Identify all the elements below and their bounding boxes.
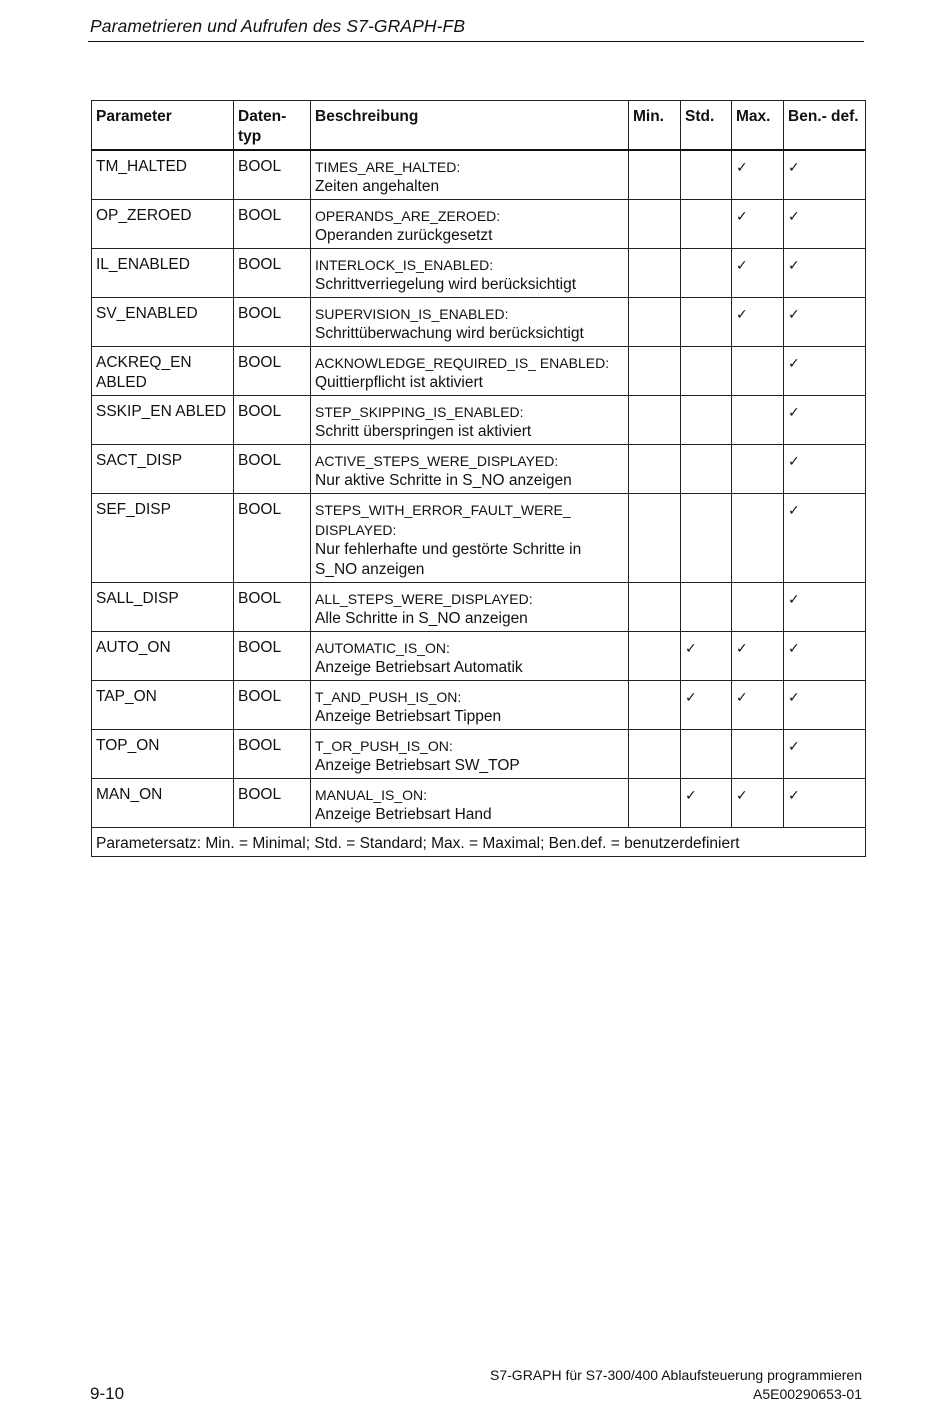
cell-std: [681, 150, 732, 200]
description-identifier: ALL_STEPS_WERE_DISPLAYED:: [315, 591, 533, 607]
cell-datatype: BOOL: [234, 150, 311, 200]
description-identifier: T_OR_PUSH_IS_ON:: [315, 738, 453, 754]
cell-max: [732, 583, 784, 632]
cell-datatype: BOOL: [234, 583, 311, 632]
cell-parameter: SACT_DISP: [92, 445, 234, 494]
table-row: [92, 150, 866, 200]
check-icon: ✓: [788, 159, 800, 175]
cell-min: [629, 632, 681, 681]
cell-max: [732, 298, 784, 347]
cell-parameter: IL_ENABLED: [92, 249, 234, 298]
col-header-datatype-line1: Daten-: [238, 108, 287, 125]
cell-description: [311, 249, 629, 298]
cell-std: [681, 583, 732, 632]
running-header-title: Parametrieren und Aufrufen des S7-GRAPH-FB: [90, 16, 466, 36]
col-header-min: Min.: [629, 101, 681, 151]
cell-bendef: [784, 681, 866, 730]
table-body: [92, 150, 866, 828]
cell-datatype: BOOL: [234, 779, 311, 828]
cell-description: [311, 445, 629, 494]
check-icon: ✓: [788, 640, 800, 656]
cell-min: [629, 249, 681, 298]
check-icon: ✓: [736, 640, 748, 656]
cell-description: [311, 347, 629, 396]
description-identifier: T_AND_PUSH_IS_ON:: [315, 689, 462, 705]
cell-std: [681, 200, 732, 249]
cell-max: [732, 249, 784, 298]
cell-description: [311, 494, 629, 583]
cell-std: [681, 681, 732, 730]
col-header-max: Max.: [732, 101, 784, 151]
cell-bendef: [784, 298, 866, 347]
cell-datatype: BOOL: [234, 445, 311, 494]
cell-min: [629, 681, 681, 730]
description-identifier: STEP_SKIPPING_IS_ENABLED:: [315, 404, 524, 420]
cell-parameter: SALL_DISP: [92, 583, 234, 632]
description-identifier: OPERANDS_ARE_ZEROED:: [315, 208, 501, 224]
cell-parameter: TM_HALTED: [92, 150, 234, 200]
cell-max: [732, 681, 784, 730]
check-icon: ✓: [736, 257, 748, 273]
cell-bendef: [784, 150, 866, 200]
cell-max: [732, 779, 784, 828]
cell-bendef: [784, 200, 866, 249]
cell-std: [681, 730, 732, 779]
cell-std: [681, 445, 732, 494]
cell-min: [629, 150, 681, 200]
description-text: Quittierpflicht ist aktiviert: [315, 374, 483, 391]
description-text: Anzeige Betriebsart SW_TOP: [315, 757, 520, 774]
cell-description: [311, 396, 629, 445]
cell-datatype: BOOL: [234, 632, 311, 681]
cell-max: [732, 396, 784, 445]
cell-std: [681, 347, 732, 396]
table-row: [92, 347, 866, 396]
description-text: Schritt überspringen ist aktiviert: [315, 423, 532, 440]
cell-max: [732, 445, 784, 494]
cell-max: [732, 200, 784, 249]
col-header-datatype-line2: typ: [238, 128, 262, 145]
cell-std: [681, 494, 732, 583]
description-text: Nur aktive Schritte in S_NO anzeigen: [315, 472, 572, 489]
footer-info: [490, 1366, 862, 1404]
cell-bendef: [784, 583, 866, 632]
table-row: [92, 494, 866, 583]
cell-description: [311, 681, 629, 730]
check-icon: ✓: [685, 689, 697, 705]
check-icon: ✓: [788, 502, 800, 518]
cell-max: [732, 347, 784, 396]
header-rule: [88, 41, 864, 42]
check-icon: ✓: [788, 689, 800, 705]
check-icon: ✓: [788, 453, 800, 469]
cell-parameter: SV_ENABLED: [92, 298, 234, 347]
description-identifier: ACKNOWLEDGE_REQUIRED_IS_ ENABLED:: [315, 355, 610, 371]
cell-bendef: [784, 396, 866, 445]
check-icon: ✓: [788, 787, 800, 803]
check-icon: ✓: [685, 640, 697, 656]
table-footnote-row: [92, 828, 866, 857]
cell-datatype: BOOL: [234, 200, 311, 249]
table-row: [92, 298, 866, 347]
check-icon: ✓: [788, 404, 800, 420]
page-number: 9-10: [90, 1384, 125, 1403]
cell-min: [629, 200, 681, 249]
cell-description: [311, 779, 629, 828]
cell-bendef: [784, 779, 866, 828]
col-header-bendef: Ben.- def.: [784, 101, 866, 151]
cell-parameter: SSKIP_EN ABLED: [92, 396, 234, 445]
check-icon: ✓: [788, 591, 800, 607]
check-icon: ✓: [736, 306, 748, 322]
description-identifier: MANUAL_IS_ON:: [315, 787, 428, 803]
cell-datatype: BOOL: [234, 681, 311, 730]
cell-min: [629, 583, 681, 632]
description-identifier: STEPS_WITH_ERROR_FAULT_WERE_ DISPLAYED:: [315, 502, 571, 538]
cell-description: [311, 632, 629, 681]
cell-min: [629, 298, 681, 347]
check-icon: ✓: [736, 159, 748, 175]
table-row: [92, 200, 866, 249]
cell-std: [681, 779, 732, 828]
col-header-parameter: Parameter: [92, 101, 234, 151]
table-row: [92, 583, 866, 632]
description-text: Anzeige Betriebsart Automatik: [315, 659, 523, 676]
cell-bendef: [784, 249, 866, 298]
check-icon: ✓: [788, 738, 800, 754]
description-text: Alle Schritte in S_NO anzeigen: [315, 610, 528, 627]
cell-description: [311, 150, 629, 200]
cell-datatype: BOOL: [234, 249, 311, 298]
description-text: Operanden zurückgesetzt: [315, 227, 493, 244]
description-text: Zeiten angehalten: [315, 178, 440, 195]
cell-min: [629, 779, 681, 828]
cell-datatype: BOOL: [234, 298, 311, 347]
check-icon: ✓: [736, 208, 748, 224]
col-header-datatype: [234, 101, 311, 151]
cell-min: [629, 730, 681, 779]
cell-description: [311, 730, 629, 779]
cell-max: [732, 632, 784, 681]
col-header-std: Std.: [681, 101, 732, 151]
cell-max: [732, 494, 784, 583]
cell-std: [681, 632, 732, 681]
table-row: [92, 730, 866, 779]
cell-datatype: BOOL: [234, 494, 311, 583]
table-row: [92, 779, 866, 828]
check-icon: ✓: [685, 787, 697, 803]
check-icon: ✓: [788, 208, 800, 224]
cell-datatype: BOOL: [234, 730, 311, 779]
table-row: [92, 632, 866, 681]
cell-description: [311, 200, 629, 249]
cell-parameter: ACKREQ_EN ABLED: [92, 347, 234, 396]
footer-doc-number: A5E00290653-01: [753, 1386, 862, 1402]
table-footnote: Parametersatz: Min. = Minimal; Std. = Standard; Max. = Maximal; Ben.def. = benutzerdefiniert: [92, 828, 866, 857]
description-identifier: TIMES_ARE_HALTED:: [315, 159, 461, 175]
check-icon: ✓: [788, 306, 800, 322]
table-row: [92, 249, 866, 298]
cell-parameter: TAP_ON: [92, 681, 234, 730]
cell-datatype: BOOL: [234, 396, 311, 445]
description-text: Anzeige Betriebsart Hand: [315, 806, 492, 823]
description-text: Schrittüberwachung wird berücksichtigt: [315, 325, 584, 342]
cell-max: [732, 730, 784, 779]
cell-description: [311, 583, 629, 632]
cell-parameter: SEF_DISP: [92, 494, 234, 583]
description-identifier: ACTIVE_STEPS_WERE_DISPLAYED:: [315, 453, 559, 469]
col-header-description: Beschreibung: [311, 101, 629, 151]
description-identifier: SUPERVISION_IS_ENABLED:: [315, 306, 509, 322]
cell-std: [681, 249, 732, 298]
cell-bendef: [784, 445, 866, 494]
cell-min: [629, 494, 681, 583]
description-text: Anzeige Betriebsart Tippen: [315, 708, 502, 725]
cell-parameter: AUTO_ON: [92, 632, 234, 681]
parameter-table: [91, 100, 866, 857]
check-icon: ✓: [736, 689, 748, 705]
check-icon: ✓: [788, 257, 800, 273]
cell-parameter: TOP_ON: [92, 730, 234, 779]
cell-parameter: OP_ZEROED: [92, 200, 234, 249]
footer-book-title: S7-GRAPH für S7-300/400 Ablaufsteuerung programmieren: [490, 1367, 862, 1383]
table-row: [92, 681, 866, 730]
table-row: [92, 445, 866, 494]
cell-parameter: MAN_ON: [92, 779, 234, 828]
description-identifier: INTERLOCK_IS_ENABLED:: [315, 257, 494, 273]
cell-bendef: [784, 730, 866, 779]
cell-std: [681, 298, 732, 347]
cell-bendef: [784, 347, 866, 396]
description-text: Schrittverriegelung wird berücksichtigt: [315, 276, 577, 293]
description-text: Nur fehlerhafte und gestörte Schritte in S_NO anzeigen: [315, 541, 582, 578]
cell-std: [681, 396, 732, 445]
cell-bendef: [784, 494, 866, 583]
description-identifier: AUTOMATIC_IS_ON:: [315, 640, 450, 656]
check-icon: ✓: [788, 355, 800, 371]
cell-datatype: BOOL: [234, 347, 311, 396]
table-row: [92, 396, 866, 445]
table-header-row: [92, 101, 866, 151]
cell-description: [311, 298, 629, 347]
cell-min: [629, 347, 681, 396]
cell-min: [629, 445, 681, 494]
cell-bendef: [784, 632, 866, 681]
cell-max: [732, 150, 784, 200]
check-icon: ✓: [736, 787, 748, 803]
cell-min: [629, 396, 681, 445]
